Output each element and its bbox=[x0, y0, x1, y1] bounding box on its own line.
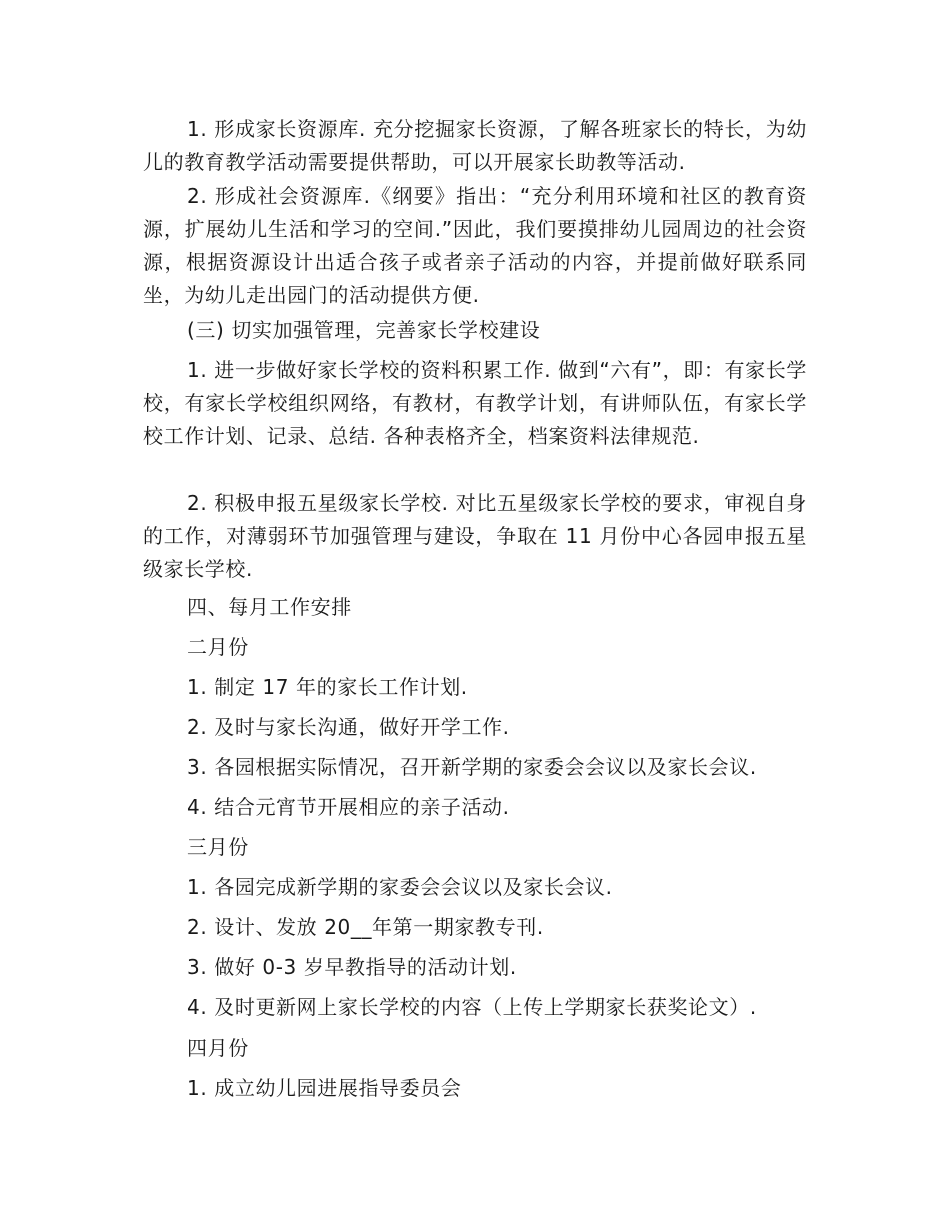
paragraph-five-star-school: 2. 积极申报五星级家长学校. 对比五星级家长学校的要求，审视自身的工作，对薄弱环节加强管理与建设，争取在 11 月份中心各园申报五星级家长学校. bbox=[143, 491, 807, 581]
month-heading-march: 三月份 bbox=[187, 835, 249, 859]
section-heading-management: (三) 切实加强管理，完善家长学校建设 bbox=[187, 318, 541, 342]
month-heading-february: 二月份 bbox=[187, 635, 249, 659]
paragraph-social-resource-library: 2. 形成社会资源库.《纲要》指出：“充分利用环境和社区的教育资源，扩展幼儿生活和学习的空间.”因此，我们要摸排幼儿园周边的社会资源，根据资源设计出适合孩子或者亲子活动的内容，并提前做好联系同坐，为幼儿走出园门的活动提供方便. bbox=[143, 184, 807, 307]
list-item: 3. 各园根据实际情况，召开新学期的家委会会议以及家长会议. bbox=[187, 755, 757, 779]
paragraph-parent-resource-library: 1. 形成家长资源库. 充分挖掘家长资源，了解各班家长的特长，为幼儿的教育教学活动需要提供帮助，可以开展家长助教等活动. bbox=[143, 117, 807, 174]
section-heading-monthly-plan: 四、每月工作安排 bbox=[187, 595, 352, 619]
paragraph-parent-school-records: 1. 进一步做好家长学校的资料积累工作. 做到“六有”，即：有家长学校，有家长学校组织网络，有教材，有教学计划，有讲师队伍，有家长学校工作计划、记录、总结. 各种表格齐全，档案资料法律规范. bbox=[143, 358, 807, 448]
list-item: 2. 设计、发放 20__年第一期家教专刊. bbox=[187, 915, 544, 939]
list-item: 4. 及时更新网上家长学校的内容（上传上学期家长获奖论文）. bbox=[187, 995, 757, 1019]
list-item: 1. 制定 17 年的家长工作计划. bbox=[187, 675, 468, 699]
list-item: 3. 做好 0-3 岁早教指导的活动计划. bbox=[187, 955, 517, 979]
month-heading-april: 四月份 bbox=[187, 1036, 249, 1060]
list-item: 1. 各园完成新学期的家委会会议以及家长会议. bbox=[187, 875, 613, 899]
list-item: 4. 结合元宵节开展相应的亲子活动. bbox=[187, 795, 510, 819]
list-item: 1. 成立幼儿园进展指导委员会 bbox=[187, 1076, 462, 1100]
list-item: 2. 及时与家长沟通，做好开学工作. bbox=[187, 715, 510, 739]
